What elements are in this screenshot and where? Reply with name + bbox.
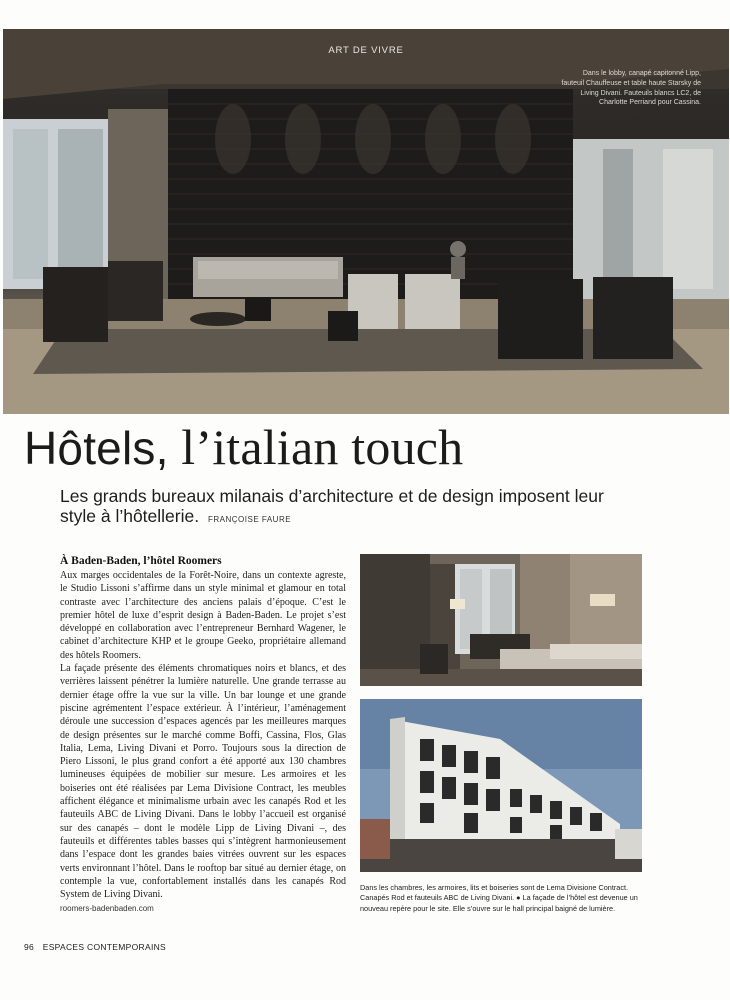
- headline-part-1: Hôtels,: [24, 422, 169, 474]
- page-number: 96: [24, 942, 35, 952]
- hotel-website-link[interactable]: roomers-badenbaden.com: [60, 904, 154, 914]
- subhead-text: Les grands bureaux milanais d’architecture et de design imposent leur style à l’hôtellerie.: [60, 486, 604, 526]
- magazine-name: ESPACES CONTEMPORAINS: [42, 942, 167, 952]
- bedroom-illustration: [360, 554, 642, 686]
- paragraph: Aux marges occidentales de la Forêt-Noire, dans un contexte agreste, le Studio Lissoni s’affirme dans un style minimal et glamour en total contraste avec l’architecture des anciens palais d’époque. C’est le premier hôtel de luxe d’esprit design à Baden-Baden. Le projet s’est développé en collaboration avec l’entrepreneur Bernhard Wagener, le cabinet d’architecture KHP et le groupe Geeko, propriétaire allemand des hôtels Roomers.: [60, 570, 346, 661]
- bedroom-photo: [360, 554, 642, 686]
- article-body: [60, 569, 346, 901]
- bedroom-caption: Dans les chambres, les armoires, lits et boiseries sont de Lema Divisione Contract. Canapés Rod et fauteuils ABC de Living Divani.: [360, 883, 629, 903]
- photos-caption: [360, 883, 645, 914]
- bullet-icon: ●: [516, 893, 521, 903]
- page-footer: [24, 942, 166, 952]
- facade-photo: [360, 699, 642, 872]
- facade-illustration: [360, 699, 642, 872]
- hero-caption: Dans le lobby, canapé capitonné Lipp, fauteuil Chauffeuse et table haute Starsky de Living Divani. Fauteuils blancs LC2, de Charlotte Perriand pour Cassina.: [561, 70, 701, 107]
- article-column: [60, 555, 346, 913]
- lobby-photo: [3, 29, 729, 414]
- article-headline: [24, 418, 463, 476]
- article-title: À Baden-Baden, l’hôtel Roomers: [60, 555, 222, 567]
- section-label: ART DE VIVRE: [328, 45, 404, 56]
- headline-part-2: l’italian touch: [168, 419, 464, 475]
- facade-caption: La façade de l’hôtel est devenue un nouveau repère pour le site. Elle s’ouvre sur le hall principal baigné de lumière.: [360, 893, 638, 913]
- author-byline: FRANÇOISE FAURE: [207, 515, 292, 524]
- article-subhead: [60, 486, 620, 530]
- paragraph: La façade présente des éléments chromatiques noirs et blancs, et des verrières laissent pénétrer la lumière naturelle. Une grande terrasse au dernier étage offre la vue sur la ville. Un bar lounge et une grande piscine agrémentent l’espace extérieur. À l’intérieur, l’aménagement déroule une succession d’espaces agencés par les meilleures marques de design présentes sur le marché comme Boffi, Cassina, Flos, Glas Italia, Lema, Living Divani et Porro. Toujours sous la direction de Piero Lissoni, le plus grand confort a été apporté aux 130 chambres lumineuses équipées de mobilier sur mesure. Les armoires et les boiseries ont été réalisées par Lema Divisione Contract, les meubles affichent élégance et minimalisme urbain avec les canapés Rod et les fauteuils ABC de Living Divani. Dans le lobby l’accueil est organisé sur des canapés – dont le modèle Lipp de Living Divani –, des fauteuils et différentes tables basses qui s’intègrent harmonieusement dans l’espace dont les grandes baies vitrées ouvrent sur les espaces verts environnant l’hôtel. Dans le rooftop bar situé au dernier étage, on contemple la vue, confortablement installés dans les canapés Rod System de Living Divani.: [60, 663, 346, 901]
